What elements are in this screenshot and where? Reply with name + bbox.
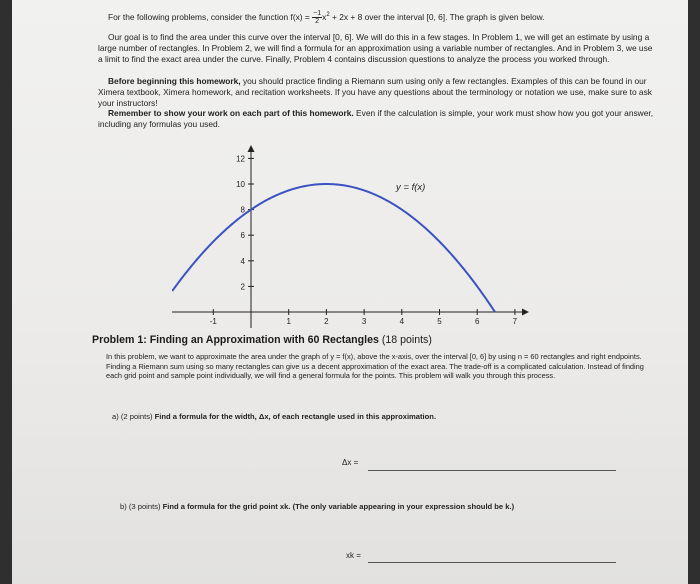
problem1-points: (18 points)	[381, 334, 432, 346]
intro-text: For the following problems, consider the function	[108, 11, 289, 22]
y-tick-label: 2	[240, 282, 245, 292]
problem1-title-text: Problem 1: Finding an Approximation with 60 Rectangles	[92, 334, 379, 346]
goal-text: Our goal is to find the area under this curve over the interval [0, 6]. We will do this in a few stages. In Problem 1, we will get an estimate by using a large number of rectangles. In Problem 2, we will find a formula for an approximation using a variable number of rectangles. And in Problem 3, we use a limit to find the exact area under the curve. Finally, Problem 4 contains discussion questions to analyze the process you worked through.	[98, 32, 653, 65]
intro-goal-paragraph	[98, 32, 658, 66]
x-tick-label: 2	[324, 317, 329, 326]
x-tick-label: -1	[209, 317, 217, 326]
function-name: f(x) =	[290, 11, 310, 22]
remember-text: Even if the calculation is simple, your work must show how you got your answer, including any formulas you used.	[98, 108, 654, 130]
intro-function-line: For the following problems, consider the function f(x) = $\frac{-1}{2}$ $x^2 + 2x + 8$ over the interval [0, 6]. The graph is given below.	[108, 10, 545, 26]
x-tick-label: 7	[512, 317, 518, 326]
answer-b-label: xk =	[346, 551, 361, 560]
answer-a-field[interactable]	[368, 470, 616, 471]
x-tick-label: 1	[286, 317, 291, 326]
function-rest: + 2x + 8 over the interval [0, 6]. The graph is given below.	[329, 11, 545, 22]
part-a-question	[112, 412, 436, 421]
before-text: you should practice finding a Riemann sum using only a few rectangles. Examples of this can be found in our Ximera textbook, Ximera homework, and recitation worksheets. If you have any questions about the terminology or notation we use, make sure to ask your instructors!	[98, 76, 652, 109]
remember-bold: Remember to show your work on each part of this homework.	[108, 108, 354, 118]
y-tick-label: 4	[240, 256, 245, 266]
part-b-question	[120, 502, 514, 511]
problem1-intro	[106, 352, 646, 381]
homework-page	[12, 0, 688, 584]
function-curve	[172, 184, 495, 312]
fraction-denominator: 2	[315, 18, 320, 26]
function-graph	[172, 142, 532, 332]
problem1-title	[92, 334, 432, 346]
y-tick-label: 8	[240, 205, 245, 215]
part-b-text: Find a formula for the grid point xk. (The only variable appearing in your expression should be k.)	[162, 502, 515, 511]
y-tick-label: 12	[236, 154, 245, 164]
answer-a-label: Δx =	[342, 458, 359, 467]
answer-b-field[interactable]	[368, 562, 616, 563]
before-paragraph	[98, 76, 658, 110]
x-tick-label: 5	[437, 317, 442, 326]
part-a-text: Find a formula for the width, Δx, of each rectangle used in this approximation.	[154, 412, 437, 421]
fraction-numerator: −1	[313, 10, 322, 18]
curve-label: y = f(x)	[396, 182, 426, 193]
part-a-label: a) (2 points)	[112, 412, 153, 421]
part-b-label: b) (3 points)	[120, 502, 161, 511]
before-bold: Before beginning this homework,	[108, 76, 241, 86]
x-tick-label: 3	[361, 317, 367, 326]
remember-paragraph	[98, 108, 658, 130]
fraction	[312, 10, 322, 25]
y-tick-label: 6	[240, 231, 245, 241]
y-axis-arrow	[248, 145, 255, 152]
y-tick-label: 10	[236, 180, 245, 189]
x-tick-label: 6	[474, 317, 480, 326]
function-variable: x	[322, 11, 327, 22]
x-tick-label: 4	[399, 317, 405, 326]
problem1-intro-text: In this problem, we want to approximate the area under the graph of y = f(x), above the x-axis, over the interval [0, 6] by using n = 60 rectangles and right endpoints. Finding a Riemann sum using so many rectangles can give us a decent approximation of the exact area. The trade-off is a complicated calculation. Instead of finding each grid point and sample point individually, we will find a general formula for the points. This problem will walk you through this process.	[106, 352, 644, 381]
x-axis-arrow	[522, 309, 529, 316]
